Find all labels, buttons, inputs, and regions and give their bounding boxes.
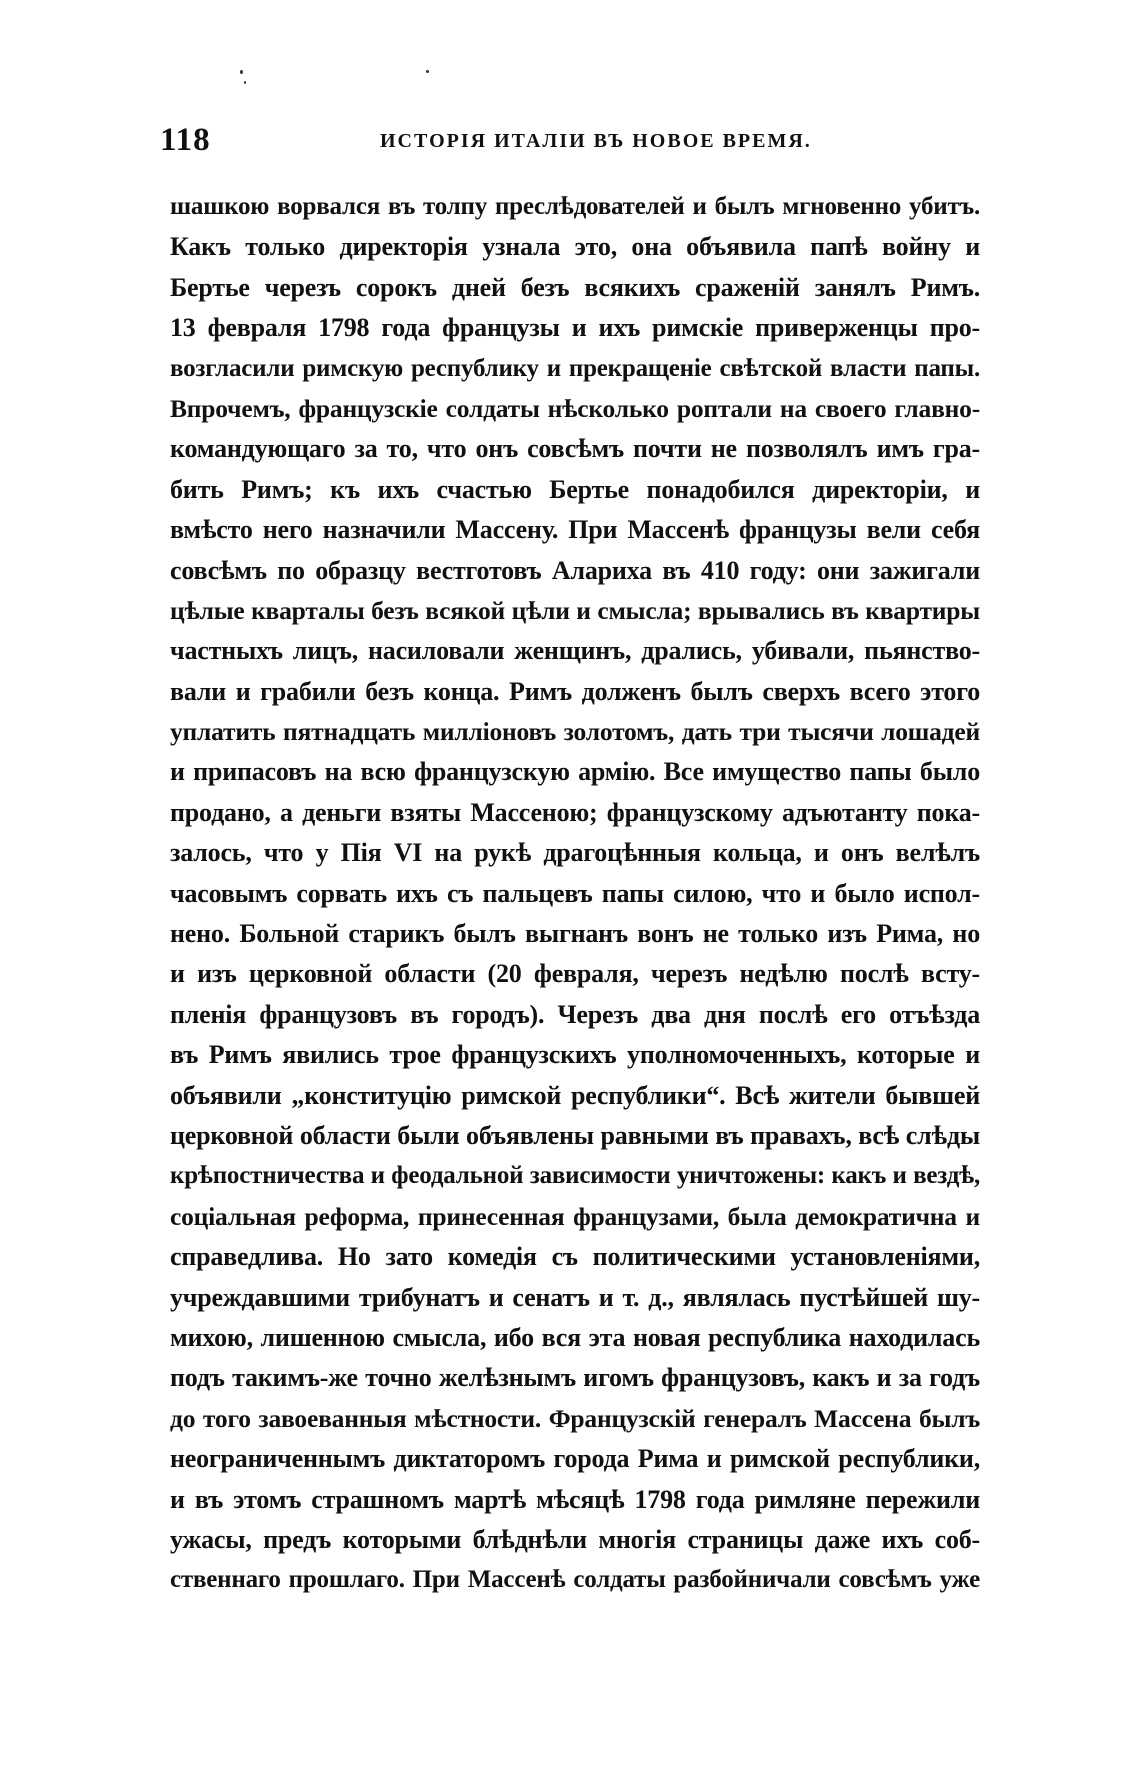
- running-title: ИСТОРІЯ ИТАЛІИ ВЪ НОВОЕ ВРЕМЯ.: [380, 130, 812, 152]
- text-line: уплатить пятнадцать милліоновъ золотомъ, дать три тысячи лошадей: [170, 717, 980, 747]
- text-line: бить Римъ; къ ихъ счастью Бертье понадобился директоріи, и: [170, 474, 980, 504]
- text-line: совсѣмъ по образцу вестготовъ Алариха въ 410 году: они зажигали: [170, 555, 980, 585]
- text-line: продано, а деньги взяты Массеною; французскому адъютанту пока-: [170, 797, 980, 827]
- text-line: частныхъ лицъ, насиловали женщинъ, дрались, убивали, пьянство-: [170, 636, 980, 666]
- text-line: ственнаго прошлаго. При Массенѣ солдаты разбойничали совсѣмъ уже: [170, 1566, 980, 1594]
- text-line: въ Римъ явились трое французскихъ уполномоченныхъ, которые и: [170, 1040, 980, 1070]
- text-line: церковной области были объявлены равными въ правахъ, всѣ слѣды: [170, 1120, 980, 1150]
- text-line: неограниченнымъ диктаторомъ города Рима и римской республики,: [170, 1444, 980, 1474]
- text-line: вали и грабили безъ конца. Римъ долженъ былъ сверхъ всего этого: [170, 676, 980, 706]
- text-line: соціальная реформа, принесенная французами, была демократична и: [170, 1201, 980, 1231]
- body-text: [170, 187, 980, 1601]
- text-line: учреждавшими трибунатъ и сенатъ и т. д., являлась пустѣйшей шу-: [170, 1282, 980, 1312]
- text-line: шашкою ворвался въ толпу преслѣдователей и былъ мгновенно убитъ.: [170, 193, 980, 220]
- page-number: 118: [160, 122, 211, 158]
- text-line: и изъ церковной области (20 февраля, черезъ недѣлю послѣ всту-: [170, 959, 980, 989]
- text-line: нено. Больной старикъ былъ выгнанъ вонъ не только изъ Рима, но: [170, 919, 980, 949]
- text-line: подъ такимъ-же точно желѣзнымъ игомъ французовъ, какъ и за годъ: [170, 1363, 980, 1393]
- text-line: вмѣсто него назначили Массену. При Массенѣ французы вели себя: [170, 515, 980, 545]
- scan-speck: [240, 70, 243, 74]
- text-line: и въ этомъ страшномъ мартѣ мѣсяцѣ 1798 года римляне пережили: [170, 1484, 980, 1514]
- text-line: Какъ только директорія узнала это, она объявила папѣ войну и: [170, 232, 980, 262]
- text-line: залось, что у Пія VI на рукѣ драгоцѣнныя кольца, и онъ велѣлъ: [170, 838, 980, 868]
- text-line: ужасы, предъ которыми блѣднѣли многія страницы даже ихъ соб-: [170, 1524, 980, 1554]
- text-line: Бертье черезъ сорокъ дней безъ всякихъ сраженій занялъ Римъ.: [170, 272, 980, 302]
- text-line: объявили „конституцію римской республики“. Всѣ жители бывшей: [170, 1080, 980, 1110]
- text-line: цѣлые кварталы безъ всякой цѣли и смысла; врывались въ квартиры: [170, 595, 980, 625]
- text-line: пленія французовъ въ городъ). Черезъ два дня послѣ его отъѣзда: [170, 999, 980, 1029]
- scan-speck: [244, 81, 246, 84]
- text-line: крѣпостничества и феодальной зависимости уничтожены: какъ и вездѣ,: [170, 1162, 980, 1190]
- text-line: до того завоеванныя мѣстности. Французскій генералъ Массена былъ: [170, 1403, 980, 1433]
- text-line: Впрочемъ, французскіе солдаты нѣсколько роптали на своего главно-: [170, 393, 980, 423]
- text-line: и припасовъ на всю французскую армію. Все имущество папы было: [170, 757, 980, 787]
- text-line: 13 февраля 1798 года французы и ихъ римскіе приверженцы про-: [170, 313, 980, 343]
- scan-speck: [426, 70, 429, 73]
- text-line: возгласили римскую республику и прекращеніе свѣтской власти папы.: [170, 354, 980, 382]
- page-header: [160, 122, 980, 162]
- text-line: часовымъ сорвать ихъ съ пальцевъ папы силою, что и было испол-: [170, 878, 980, 908]
- text-line: михою, лишенною смысла, ибо вся эта новая республика находилась: [170, 1322, 980, 1352]
- text-line: справедлива. Но зато комедія съ политическими установленіями,: [170, 1242, 980, 1272]
- text-line: командующаго за то, что онъ совсѣмъ почти не позволялъ имъ гра-: [170, 434, 980, 464]
